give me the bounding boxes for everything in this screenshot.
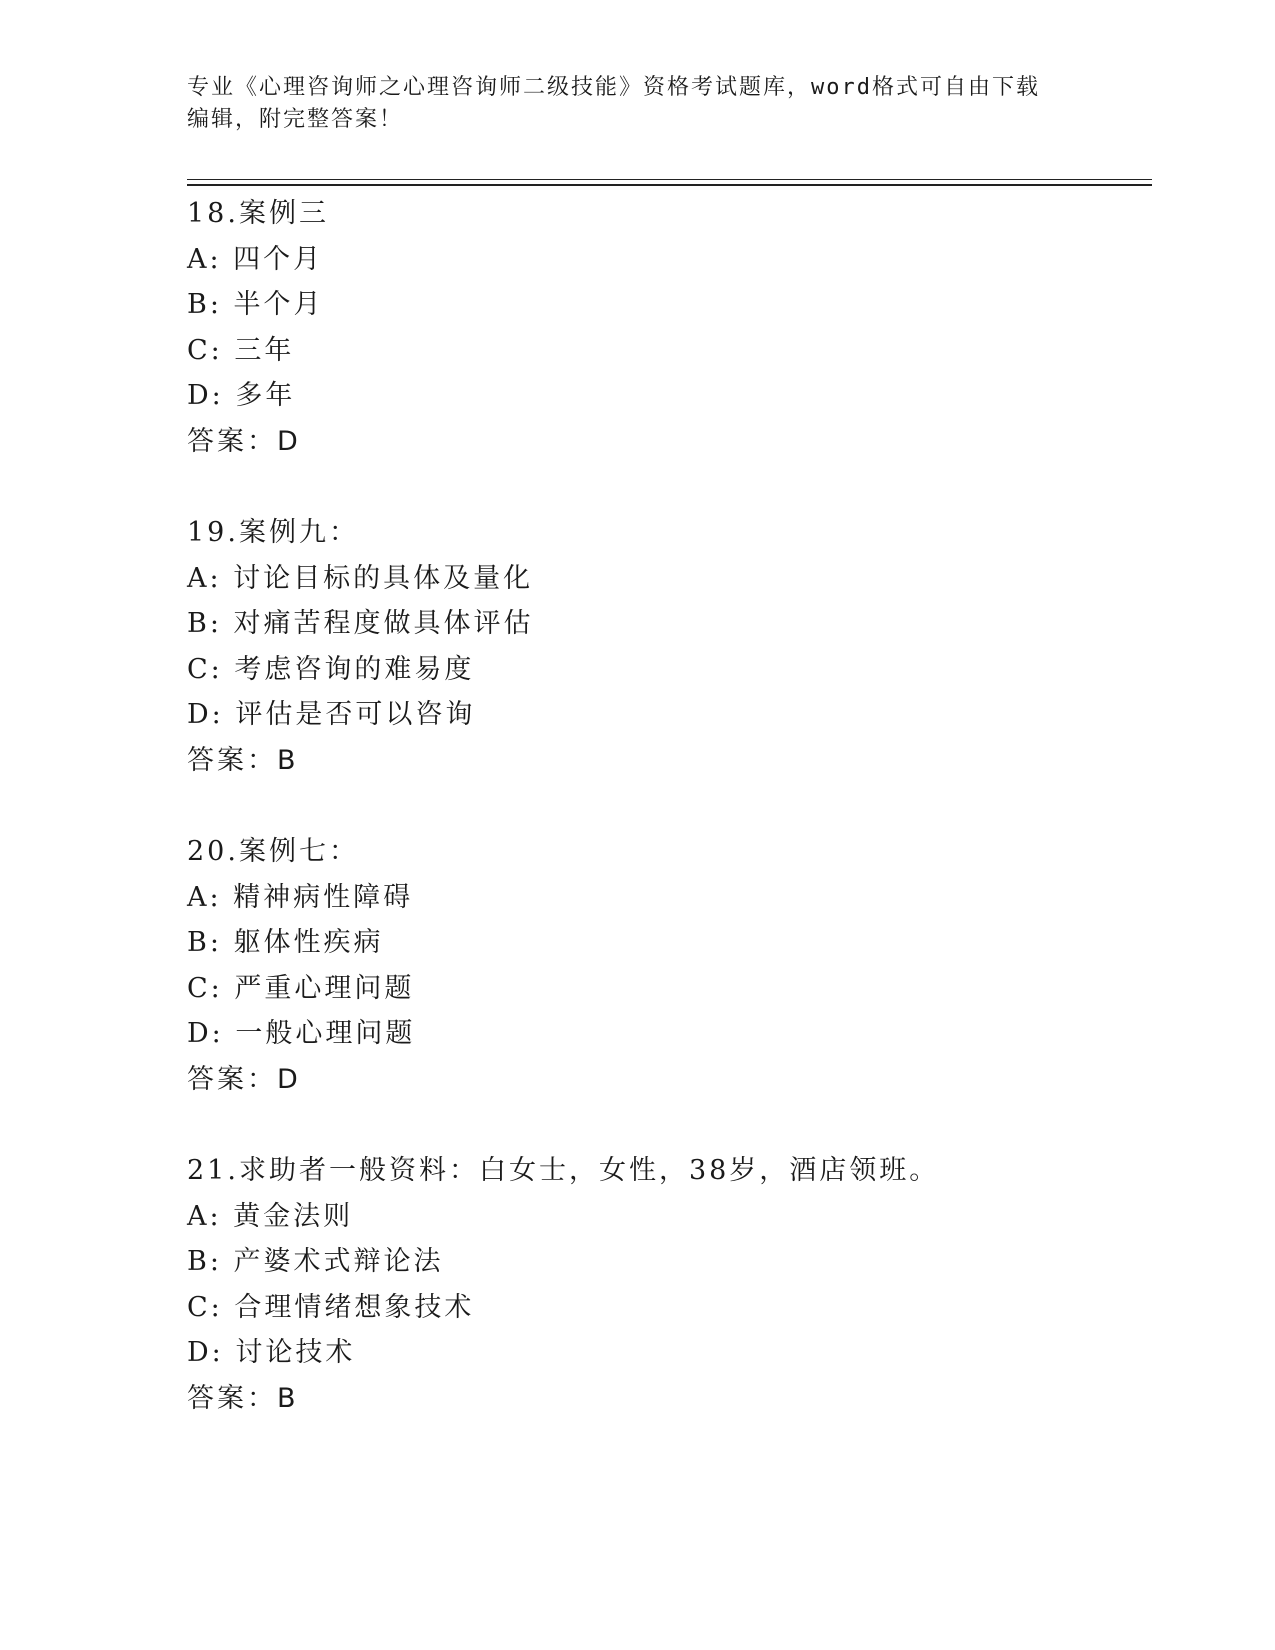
question-19 [187, 510, 1147, 783]
option-c: C: 合理情绪想象技术 [187, 1291, 475, 1323]
option-d: D: 讨论技术 [187, 1337, 356, 1368]
option-c: C: 考虑咨询的难易度 [187, 653, 475, 685]
option-b: B: 半个月 [187, 289, 324, 320]
option-a: A: 四个月 [187, 243, 324, 275]
question-21 [187, 1148, 1147, 1421]
option-a: A: 讨论目标的具体及量化 [187, 562, 534, 594]
option-b: B: 躯体性疾病 [187, 927, 384, 958]
header-line-2: 编辑，附完整答案！ [187, 107, 404, 132]
question-20 [187, 829, 1147, 1102]
option-d: D: 一般心理问题 [187, 1018, 416, 1049]
question-18 [187, 191, 1147, 464]
header-line-1: 专业《心理咨询师之心理咨询师二级技能》资格考试题库，word格式可自由下载 [187, 75, 1040, 100]
question-stem: 20.案例七： [187, 836, 359, 867]
option-c: C: 三年 [187, 334, 295, 366]
answer-line: 答案：B [187, 744, 299, 776]
option-a: A: 黄金法则 [187, 1200, 354, 1232]
document-header [187, 72, 1087, 136]
answer-line: 答案：B [187, 1382, 299, 1414]
option-d: D: 评估是否可以咨询 [187, 699, 476, 730]
answer-line: 答案：D [187, 425, 301, 457]
option-c: C: 严重心理问题 [187, 972, 415, 1004]
question-stem: 19.案例九： [187, 517, 359, 548]
option-b: B: 对痛苦程度做具体评估 [187, 608, 534, 639]
question-list [187, 191, 1147, 1467]
option-d: D: 多年 [187, 380, 296, 411]
question-stem: 21.求助者一般资料：白女士，女性，38岁，酒店领班。 [187, 1155, 940, 1186]
option-b: B: 产婆术式辩论法 [187, 1246, 444, 1277]
header-divider-thick [187, 184, 1152, 186]
option-a: A: 精神病性障碍 [187, 881, 414, 913]
answer-line: 答案：D [187, 1063, 301, 1095]
question-stem: 18.案例三 [187, 198, 329, 229]
header-divider-thin [187, 179, 1152, 180]
